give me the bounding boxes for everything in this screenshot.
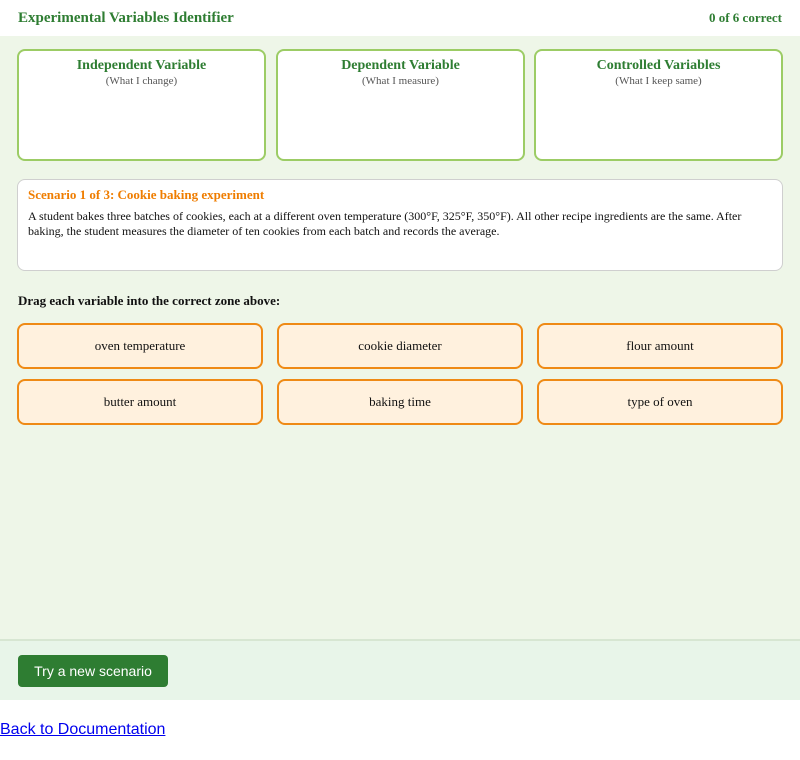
zone-subtitle: (What I measure) [362,75,439,87]
variable-chip-cookie-diameter[interactable]: cookie diameter [277,323,523,369]
zone-title: Dependent Variable [341,58,460,73]
new-scenario-button[interactable]: Try a new scenario [18,655,168,687]
variable-chip-oven-temperature[interactable]: oven temperature [17,323,263,369]
scenario-title: Scenario 1 of 3: Cookie baking experiment [28,187,265,202]
variable-chip-type-of-oven[interactable]: type of oven [537,379,783,425]
zone-title: Independent Variable [76,58,207,73]
scenario-description: A student bakes three batches of cookies, each at a different oven temperature (300°F, 325°F, 350°F). All other recipe ingredients are the same. After baking, the student measures the diameter of ten cookies from each batch and records the average. [28,209,742,238]
variable-chip-butter-amount[interactable]: butter amount [17,379,263,425]
variable-chip-baking-time[interactable]: baking time [277,379,523,425]
zone-title: Controlled Variables [596,58,721,73]
variable-chip-bank [17,323,783,425]
app-title: Experimental Variables Identifier [18,9,234,26]
variable-chip-flour-amount[interactable]: flour amount [537,323,783,369]
scenario-card [17,179,783,271]
footer-bar [0,639,800,700]
controlled-variables-zone[interactable] [534,49,783,161]
dependent-variable-zone[interactable] [276,49,525,161]
app-header [0,0,800,36]
drop-zones [17,49,783,161]
back-to-documentation-link[interactable]: Back to Documentation [0,721,166,738]
drag-instruction: Drag each variable into the correct zone above: [18,293,281,308]
zone-subtitle: (What I change) [105,75,178,87]
main-area [0,36,800,639]
score-counter: 0 of 6 correct [708,10,782,25]
zone-subtitle: (What I keep same) [615,75,702,87]
independent-variable-zone[interactable] [17,49,266,161]
